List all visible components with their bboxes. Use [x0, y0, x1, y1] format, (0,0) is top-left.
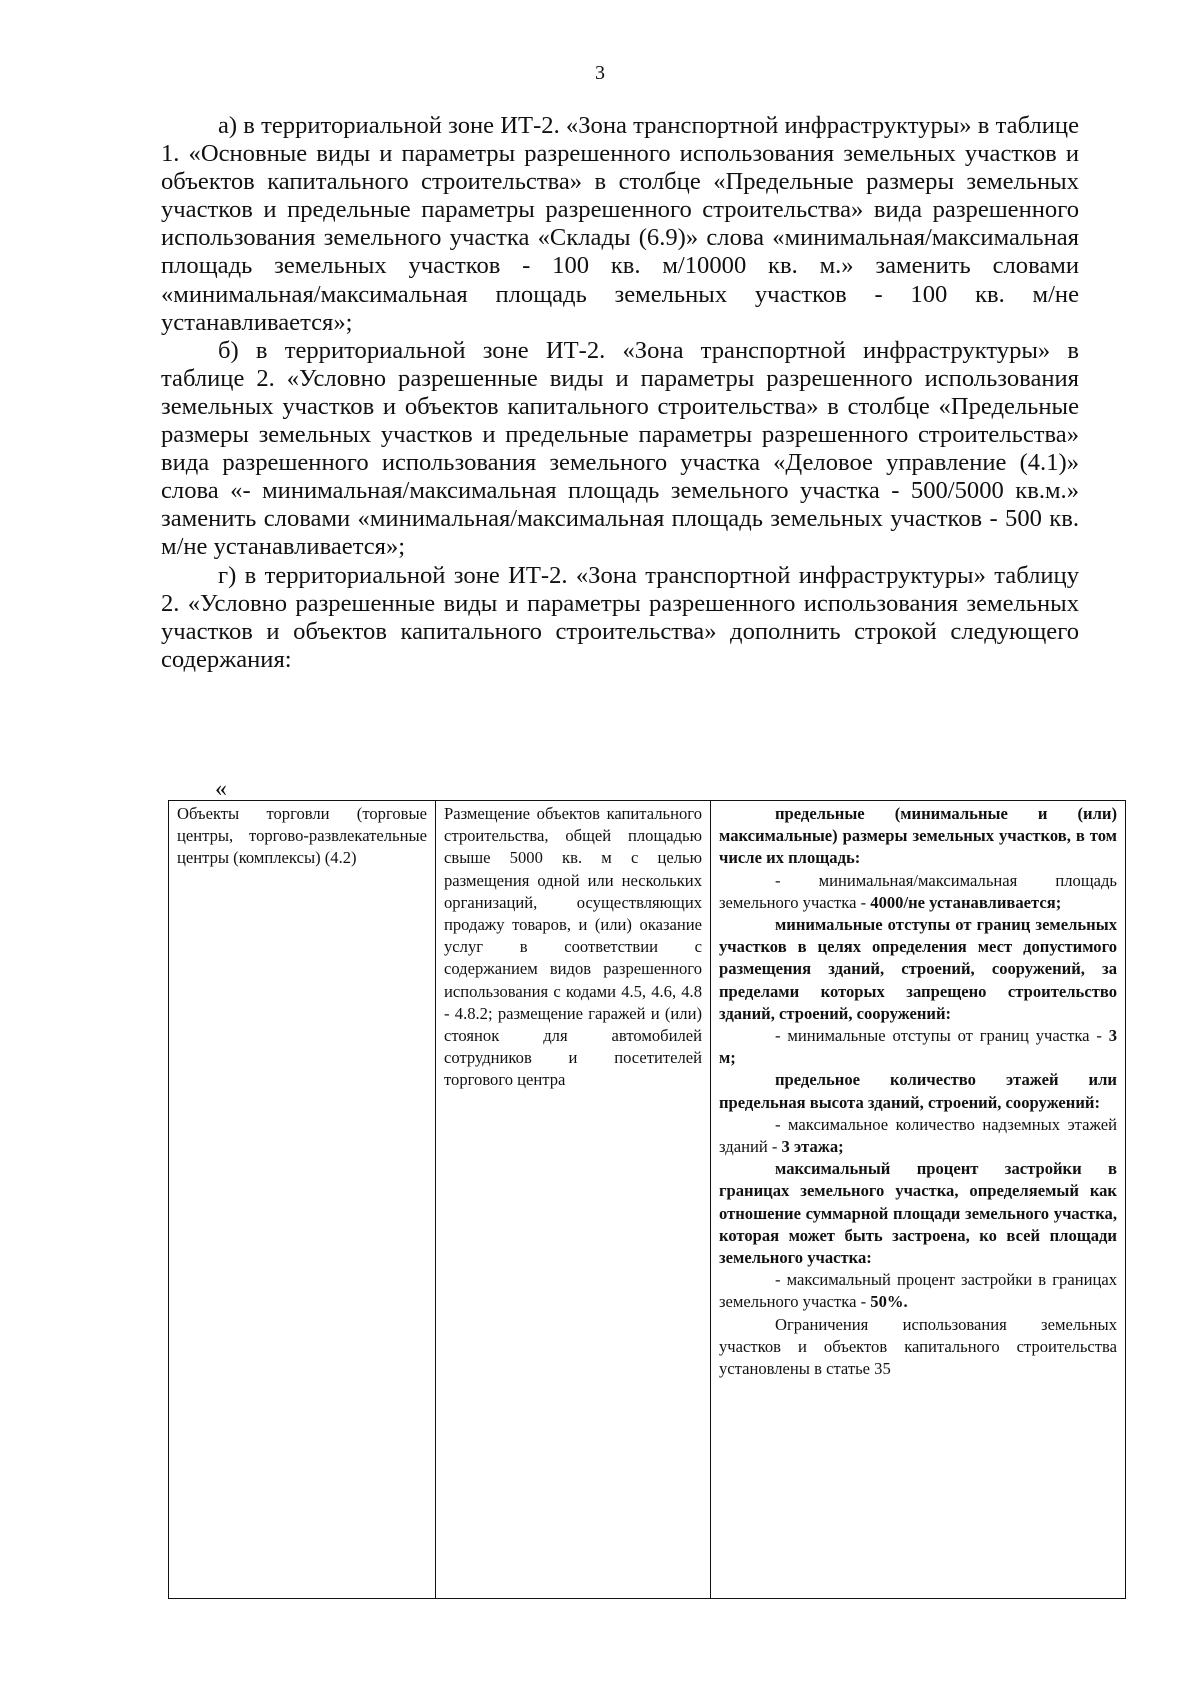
- amendment-table: [168, 800, 1126, 1599]
- param-area-text: - минимальная/максимальная площадь земельного участка -: [719, 870, 1117, 912]
- use-description-text: Размещение объектов капитального строительства, общей площадью свыше 5000 кв. м с целью размещения одной или нескольких организаций, осуществляющих продажу товаров, и (или) оказание услуг в соответствии с содержанием видов разрешенного использования с кодами 4.5, 4.6, 4.8 - 4.8.2; размещение гаражей и (или) стоянок для автомобилей сотрудников и посетителей торгового центра: [444, 804, 702, 1090]
- param-setback-line: [719, 1025, 1117, 1069]
- param-coverage-heading: максимальный процент застройки в границах земельного участка, определяемый как отношение суммарной площади земельного участка, которая может быть застроена, ко всей площади земельного участка:: [719, 1159, 1117, 1268]
- param-floors-heading: предельное количество этажей или предельная высота зданий, строений, сооружений:: [719, 1070, 1117, 1112]
- paragraph-a: а) в территориальной зоне ИТ-2. «Зона транспортной инфраструктуры» в таблице 1. «Основные виды и параметры разрешенного использования земельных участков и объектов капитального строительства» в столбце «Предельные размеры земельных участков и предельные параметры разрешенного строительства» вида разрешенного использования земельного участка «Склады (6.9)» слова «минимальная/максимальная площадь земельных участков - 100 кв. м/10000 кв. м.» заменить словами «минимальная/максимальная площадь земельных участков - 100 кв. м/не устанавливается»;: [161, 112, 1079, 336]
- param-setback-value: 3 м;: [719, 1026, 1117, 1068]
- paragraph-b: б) в территориальной зоне ИТ-2. «Зона транспортной инфраструктуры» в таблице 2. «Условно разрешенные виды и параметры разрешенного использования земельных участков и объектов капитального строительства» в столбце «Предельные размеры земельных участков и предельные параметры разрешенного строительства» вида разрешенного использования земельного участка «Деловое управление (4.1)» слова «- минимальная/максимальная площадь земельного участка - 500/5000 кв.м.» заменить словами «минимальная/максимальная площадь земельных участков - 500 кв. м/не устанавливается»;: [161, 336, 1079, 561]
- opening-quote-mark: «: [215, 776, 227, 802]
- use-type-cell: [169, 801, 436, 1599]
- param-size-heading: предельные (минимальные и (или) максимальные) размеры земельных участков, в том числе их площадь:: [719, 804, 1117, 868]
- param-coverage-line: [719, 1269, 1117, 1313]
- param-area-value: 4000/не устанавливается;: [870, 892, 1062, 912]
- param-area-line: [719, 870, 1117, 914]
- parameters-cell: [711, 801, 1126, 1599]
- body-text: [161, 112, 1079, 674]
- page-number: 3: [595, 62, 605, 84]
- param-coverage-value: 50%.: [870, 1292, 908, 1312]
- param-coverage-text: - максимальный процент застройки в границах земельного участка -: [719, 1270, 1117, 1312]
- param-restrictions-note: Ограничения использования земельных участков и объектов капитального строительства установлены в статье 35: [719, 1314, 1117, 1379]
- paragraph-g: г) в территориальной зоне ИТ-2. «Зона транспортной инфраструктуры» таблицу 2. «Условно разрешенные виды и параметры разрешенного использования земельных участков и объектов капитального строительства» дополнить строкой следующего содержания:: [161, 561, 1079, 673]
- param-floors-value: 3 этажа;: [781, 1137, 844, 1157]
- param-setback-text: - минимальные отступы от границ участка -: [775, 1026, 1109, 1046]
- use-description-cell: [436, 801, 711, 1599]
- param-setback-heading: минимальные отступы от границ земельных участков в целях определения мест допустимого размещения зданий, строений, сооружений, за пределами которых запрещено строительство зданий, строений, сооружений:: [719, 915, 1117, 1023]
- param-floors-line: [719, 1114, 1117, 1158]
- use-type-text: Объекты торговли (торговые центры, торгово-развлекательные центры (комплексы) (4.2): [177, 804, 427, 868]
- param-floors-text: - максимальное количество надземных этажей зданий -: [719, 1114, 1117, 1157]
- table-row: [169, 801, 1126, 1599]
